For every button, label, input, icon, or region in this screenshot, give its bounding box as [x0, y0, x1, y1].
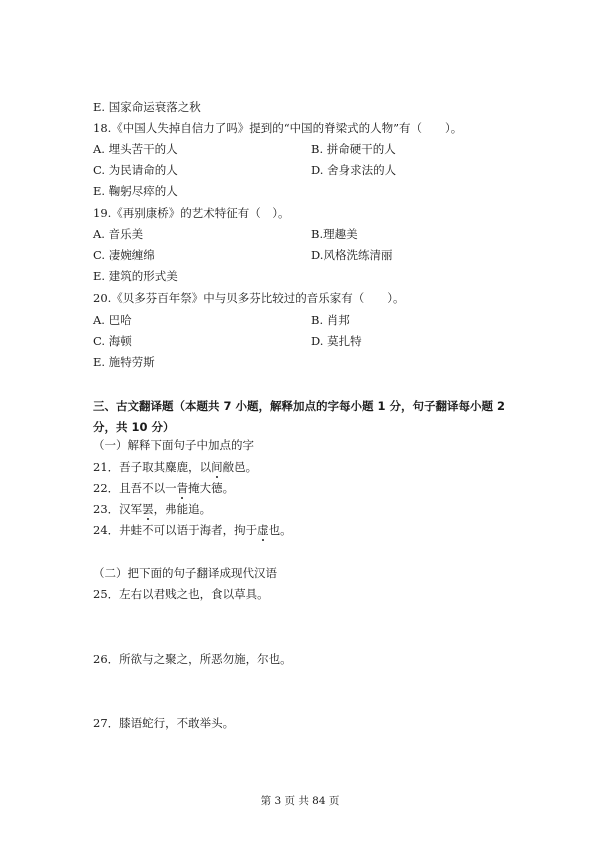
question-24	[93, 523, 292, 537]
q21-text-start: 21．吾子取其麋鹿，以	[93, 460, 212, 474]
q18-option-b: B. 拼命硬干的人	[311, 142, 396, 156]
question-26: 26．所欲与之聚之，所恶勿施，尔也。	[93, 652, 292, 666]
part-2-title: （二）把下面的句子翻译成现代汉语	[93, 566, 277, 580]
q17-option-e: E. 国家命运衰落之秋	[93, 100, 201, 114]
q21-dotted-char: 间	[211, 460, 223, 474]
section-3-heading: 三、古文翻译题（本题共 7 小题，解释加点的字每小题 1 分，句子翻译每小题 2 分，共 10 分）	[93, 399, 506, 434]
question-21	[93, 460, 257, 474]
q18-option-d: D. 舍身求法的人	[311, 163, 397, 177]
q19-option-d: D.风格洗练清丽	[311, 248, 393, 262]
q24-dotted-char: 虚	[257, 523, 269, 537]
q20-option-c: C. 海顿	[93, 334, 132, 348]
q23-text-start: 23．汉军	[93, 502, 143, 516]
q18-option-e: E. 鞠躬尽瘁的人	[93, 184, 178, 198]
q20-option-a: A. 巴哈	[93, 313, 132, 327]
q20-option-d: D. 莫扎特	[311, 334, 362, 348]
q19-option-a: A. 音乐美	[93, 227, 144, 241]
q18-option-c: C. 为民请命的人	[93, 163, 178, 177]
q24-text-end: 也。	[268, 523, 292, 537]
question-25: 25．左右以君贱之也，食以草具。	[93, 587, 269, 601]
question-20: 20.《贝多芬百年祭》中与贝多芬比较过的音乐家有（ ）。	[93, 291, 405, 305]
q18-option-a: A. 埋头苦干的人	[93, 142, 178, 156]
question-22	[93, 481, 234, 495]
question-18: 18.《中国人失掉自信力了吗》提到的“中国的脊梁式的人物”有（ ）。	[93, 121, 463, 135]
q19-option-b: B.理趣美	[311, 227, 358, 241]
q19-option-c: C. 凄婉缠绵	[93, 248, 155, 262]
q20-option-b: B. 肖邦	[311, 313, 350, 327]
question-27: 27．膝语蛇行，不敢举头。	[93, 716, 235, 730]
question-19: 19.《再别康桥》的艺术特征有（ ）。	[93, 206, 290, 220]
q24-text-start: 24．井蛙不可以语于海者，拘于	[93, 523, 258, 537]
q20-option-e: E. 施特劳斯	[93, 355, 155, 369]
q23-text-end: ，弗能追。	[153, 502, 212, 516]
q19-option-e: E. 建筑的形式美	[93, 269, 178, 283]
q23-dotted-char: 罢	[142, 502, 154, 516]
page-number-footer: 第 3 页 共 84 页	[260, 795, 340, 807]
question-23	[93, 502, 211, 516]
q22-text-end: 掩大德。	[188, 481, 235, 495]
q22-text-start: 22．且吾不以一	[93, 481, 177, 495]
part-1-title: （一）解释下面句子中加点的字	[93, 438, 254, 452]
q21-text-end: 敝邑。	[222, 460, 258, 474]
q22-dotted-char: 眚	[176, 481, 189, 495]
